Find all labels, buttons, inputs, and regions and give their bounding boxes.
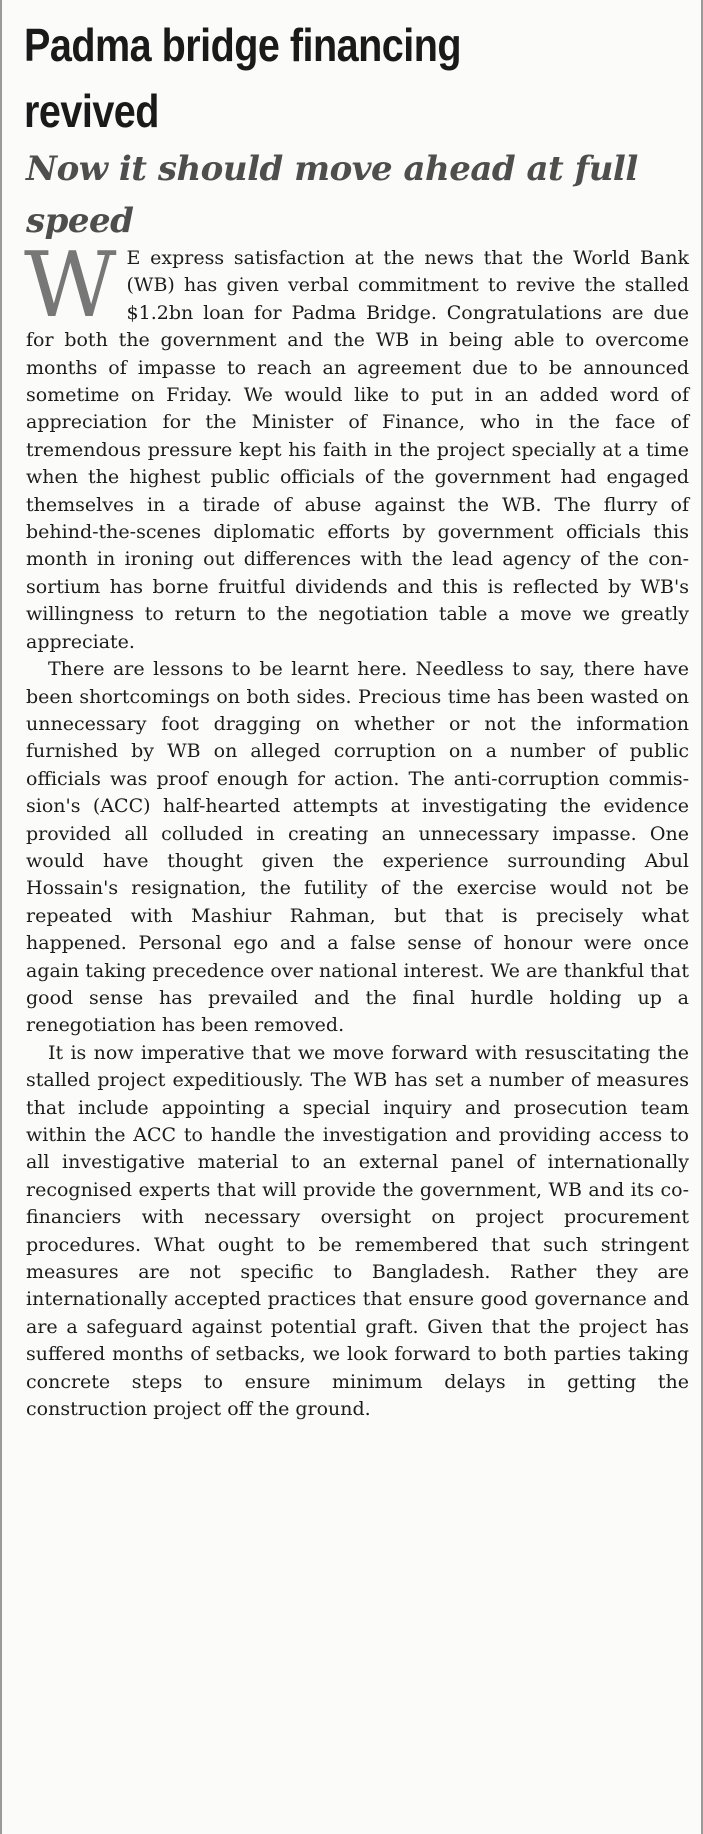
- paragraph-1-text: E express satisfaction at the news that the World Bank (WB) has given verbal commitment to revive the stalled $1.2bn loan for Padma Bridge. Congratulations are due for both the government and the WB in being able to overcome months of impasse to reach an agreement due to be announced sometime on Friday. We would like to put in an added word of appreciation for the Minister of Finance, who in the face of tremendous pressure kept his faith in the project specially at a time when the highest public officials of the government had engaged themselves in a tirade of abuse against the WB. The flurry of behind-the-scenes diplomatic efforts by government officials this month in ironing out differences with the lead agency of the consortium has borne fruitful dividends and this is reflected by WB's willingness to return to the negotiation table a move we greatly appreciate.: [26, 247, 689, 653]
- paragraph-1: [24, 233, 689, 656]
- article-body: [24, 233, 689, 1423]
- headline: Padma bridge financing revived: [24, 19, 462, 137]
- paragraph-3: It is now imperative that we move forward with resuscitating the stalled project expeditiously. The WB has set a number of measures that include appointing a special inquiry and prosecution team within the ACC to handle the investigation and providing access to all investigative material to an external panel of internationally recognised experts that will provide the government, WB and its co-financiers with necessary oversight on project procurement procedures. What ought to be remembered that such stringent measures are not specific to Bangladesh. Rather they are internationally accepted practices that ensure good governance and are a safeguard against potential graft. Given that the project has suffered months of setbacks, we look forward to both parties taking concrete steps to ensure minimum delays in getting the construction project off the ground.: [26, 1041, 689, 1421]
- paragraph-2: There are lessons to be learnt here. Needless to say, there have been shortcomings on both sides. Precious time has been wasted on unnecessary foot dragging on whether or not the information furnished by WB on alleged corruption on a number of public officials was proof enough for action. The anti-corruption commission's (ACC) half-hearted attempts at investigating the evidence provided all colluded in creating an unnecessary impasse. One would have thought given the experience surrounding Abul Hossain's resignation, the futility of the exercise would not be repeated with Mashiur Rahman, but that is precisely what happened. Personal ego and a false sense of honour were once again taking precedence over national interest. We are thankful that good sense has prevailed and the final hurdle holding up a renegotiation has been removed.: [26, 658, 689, 1037]
- drop-cap: W: [24, 233, 117, 338]
- subheadline: Now it should move ahead at full speed: [26, 149, 638, 241]
